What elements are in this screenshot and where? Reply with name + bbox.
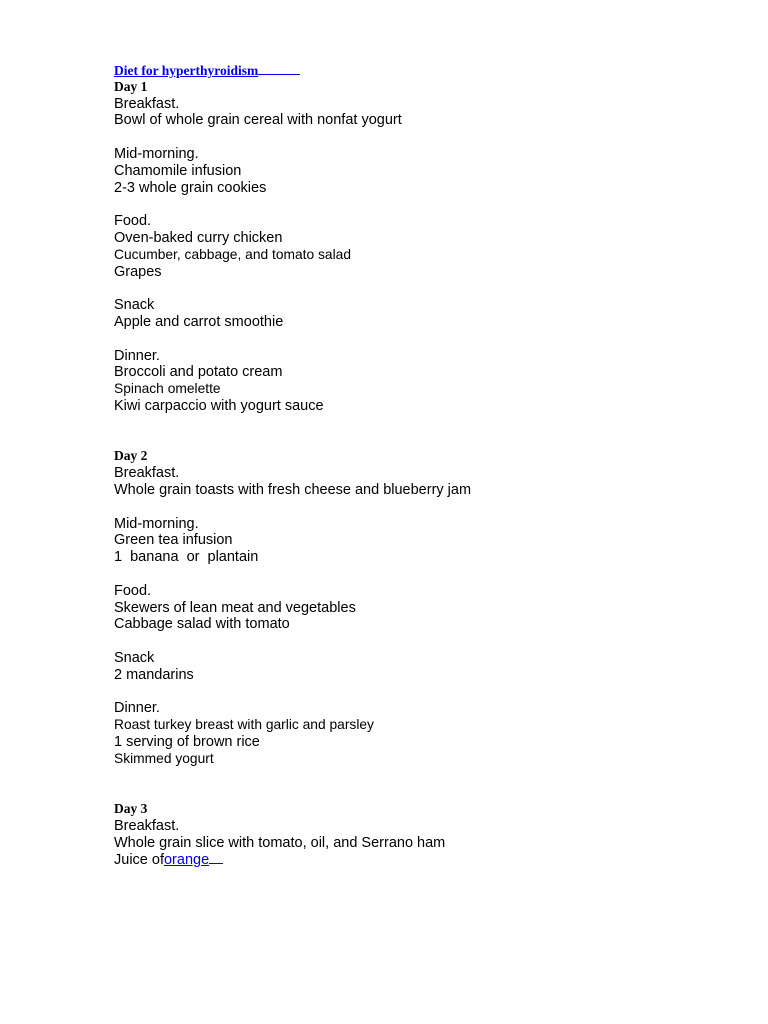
orange-link[interactable]: orange — [163, 852, 210, 869]
meal-item: Oven-baked curry chicken — [114, 229, 283, 246]
blank-line — [114, 280, 734, 297]
meal-item: Grapes — [114, 263, 162, 280]
meal-item: Whole grain toasts with fresh cheese and blueberry jam — [114, 481, 472, 498]
meal-item: 1 banana or plantain — [114, 549, 259, 566]
meal-item: Kiwi carpaccio with yogurt sauce — [114, 397, 324, 414]
blank-line — [114, 633, 734, 650]
meal-item: Chamomile infusion — [114, 162, 242, 179]
meal-label-food: Food. — [114, 213, 152, 230]
meal-label-snack: Snack — [114, 649, 155, 666]
blank-line — [114, 415, 734, 432]
meal-item: Bowl of whole grain cereal with nonfat yogurt — [114, 112, 402, 129]
meal-item: Whole grain slice with tomato, oil, and Serrano ham — [114, 834, 446, 851]
document-title[interactable] — [114, 62, 734, 79]
meal-label-breakfast: Breakfast. — [114, 817, 180, 834]
meal-item: Cucumber, cabbage, and tomato salad — [114, 246, 351, 262]
meal-item: Cabbage salad with tomato — [114, 616, 290, 633]
meal-item: Skimmed yogurt — [114, 750, 214, 766]
meal-label-dinner: Dinner. — [114, 347, 160, 364]
meal-label-midmorning: Mid-morning. — [114, 145, 199, 162]
blank-line — [114, 499, 734, 516]
meal-item: 2 mandarins — [114, 666, 194, 683]
meal-label-food: Food. — [114, 582, 152, 599]
meal-item-juice — [114, 851, 734, 868]
meal-label-breakfast: Breakfast. — [114, 465, 180, 482]
meal-label-breakfast: Breakfast. — [114, 95, 180, 112]
blank-line — [114, 331, 734, 348]
meal-item: Broccoli and potato cream — [114, 364, 283, 381]
orange-link-underline — [209, 851, 223, 864]
day-heading: Day 1 — [114, 78, 148, 94]
meal-label-midmorning: Mid-morning. — [114, 515, 199, 532]
day-heading: Day 3 — [114, 801, 148, 817]
meal-item: 2-3 whole grain cookies — [114, 179, 267, 196]
blank-line — [114, 784, 734, 801]
blank-line — [114, 129, 734, 146]
blank-line — [114, 432, 734, 449]
meal-item: 1 serving of brown rice — [114, 733, 260, 750]
meal-item: Roast turkey breast with garlic and parsley — [114, 717, 374, 733]
title-link[interactable]: Diet for hyperthyroidism — [114, 63, 259, 78]
blank-line — [114, 196, 734, 213]
day-heading: Day 2 — [114, 448, 148, 464]
blank-line — [114, 566, 734, 583]
document-body — [114, 62, 734, 868]
blank-line — [114, 683, 734, 700]
meal-item: Skewers of lean meat and vegetables — [114, 599, 356, 616]
meal-item: Spinach omelette — [114, 381, 221, 397]
meal-item: Apple and carrot smoothie — [114, 313, 284, 330]
meal-label-dinner: Dinner. — [114, 700, 160, 717]
blank-line — [114, 767, 734, 784]
juice-prefix: Juice of — [114, 852, 164, 869]
title-link-underline — [258, 62, 300, 75]
meal-label-snack: Snack — [114, 297, 155, 314]
meal-item: Green tea infusion — [114, 532, 233, 549]
